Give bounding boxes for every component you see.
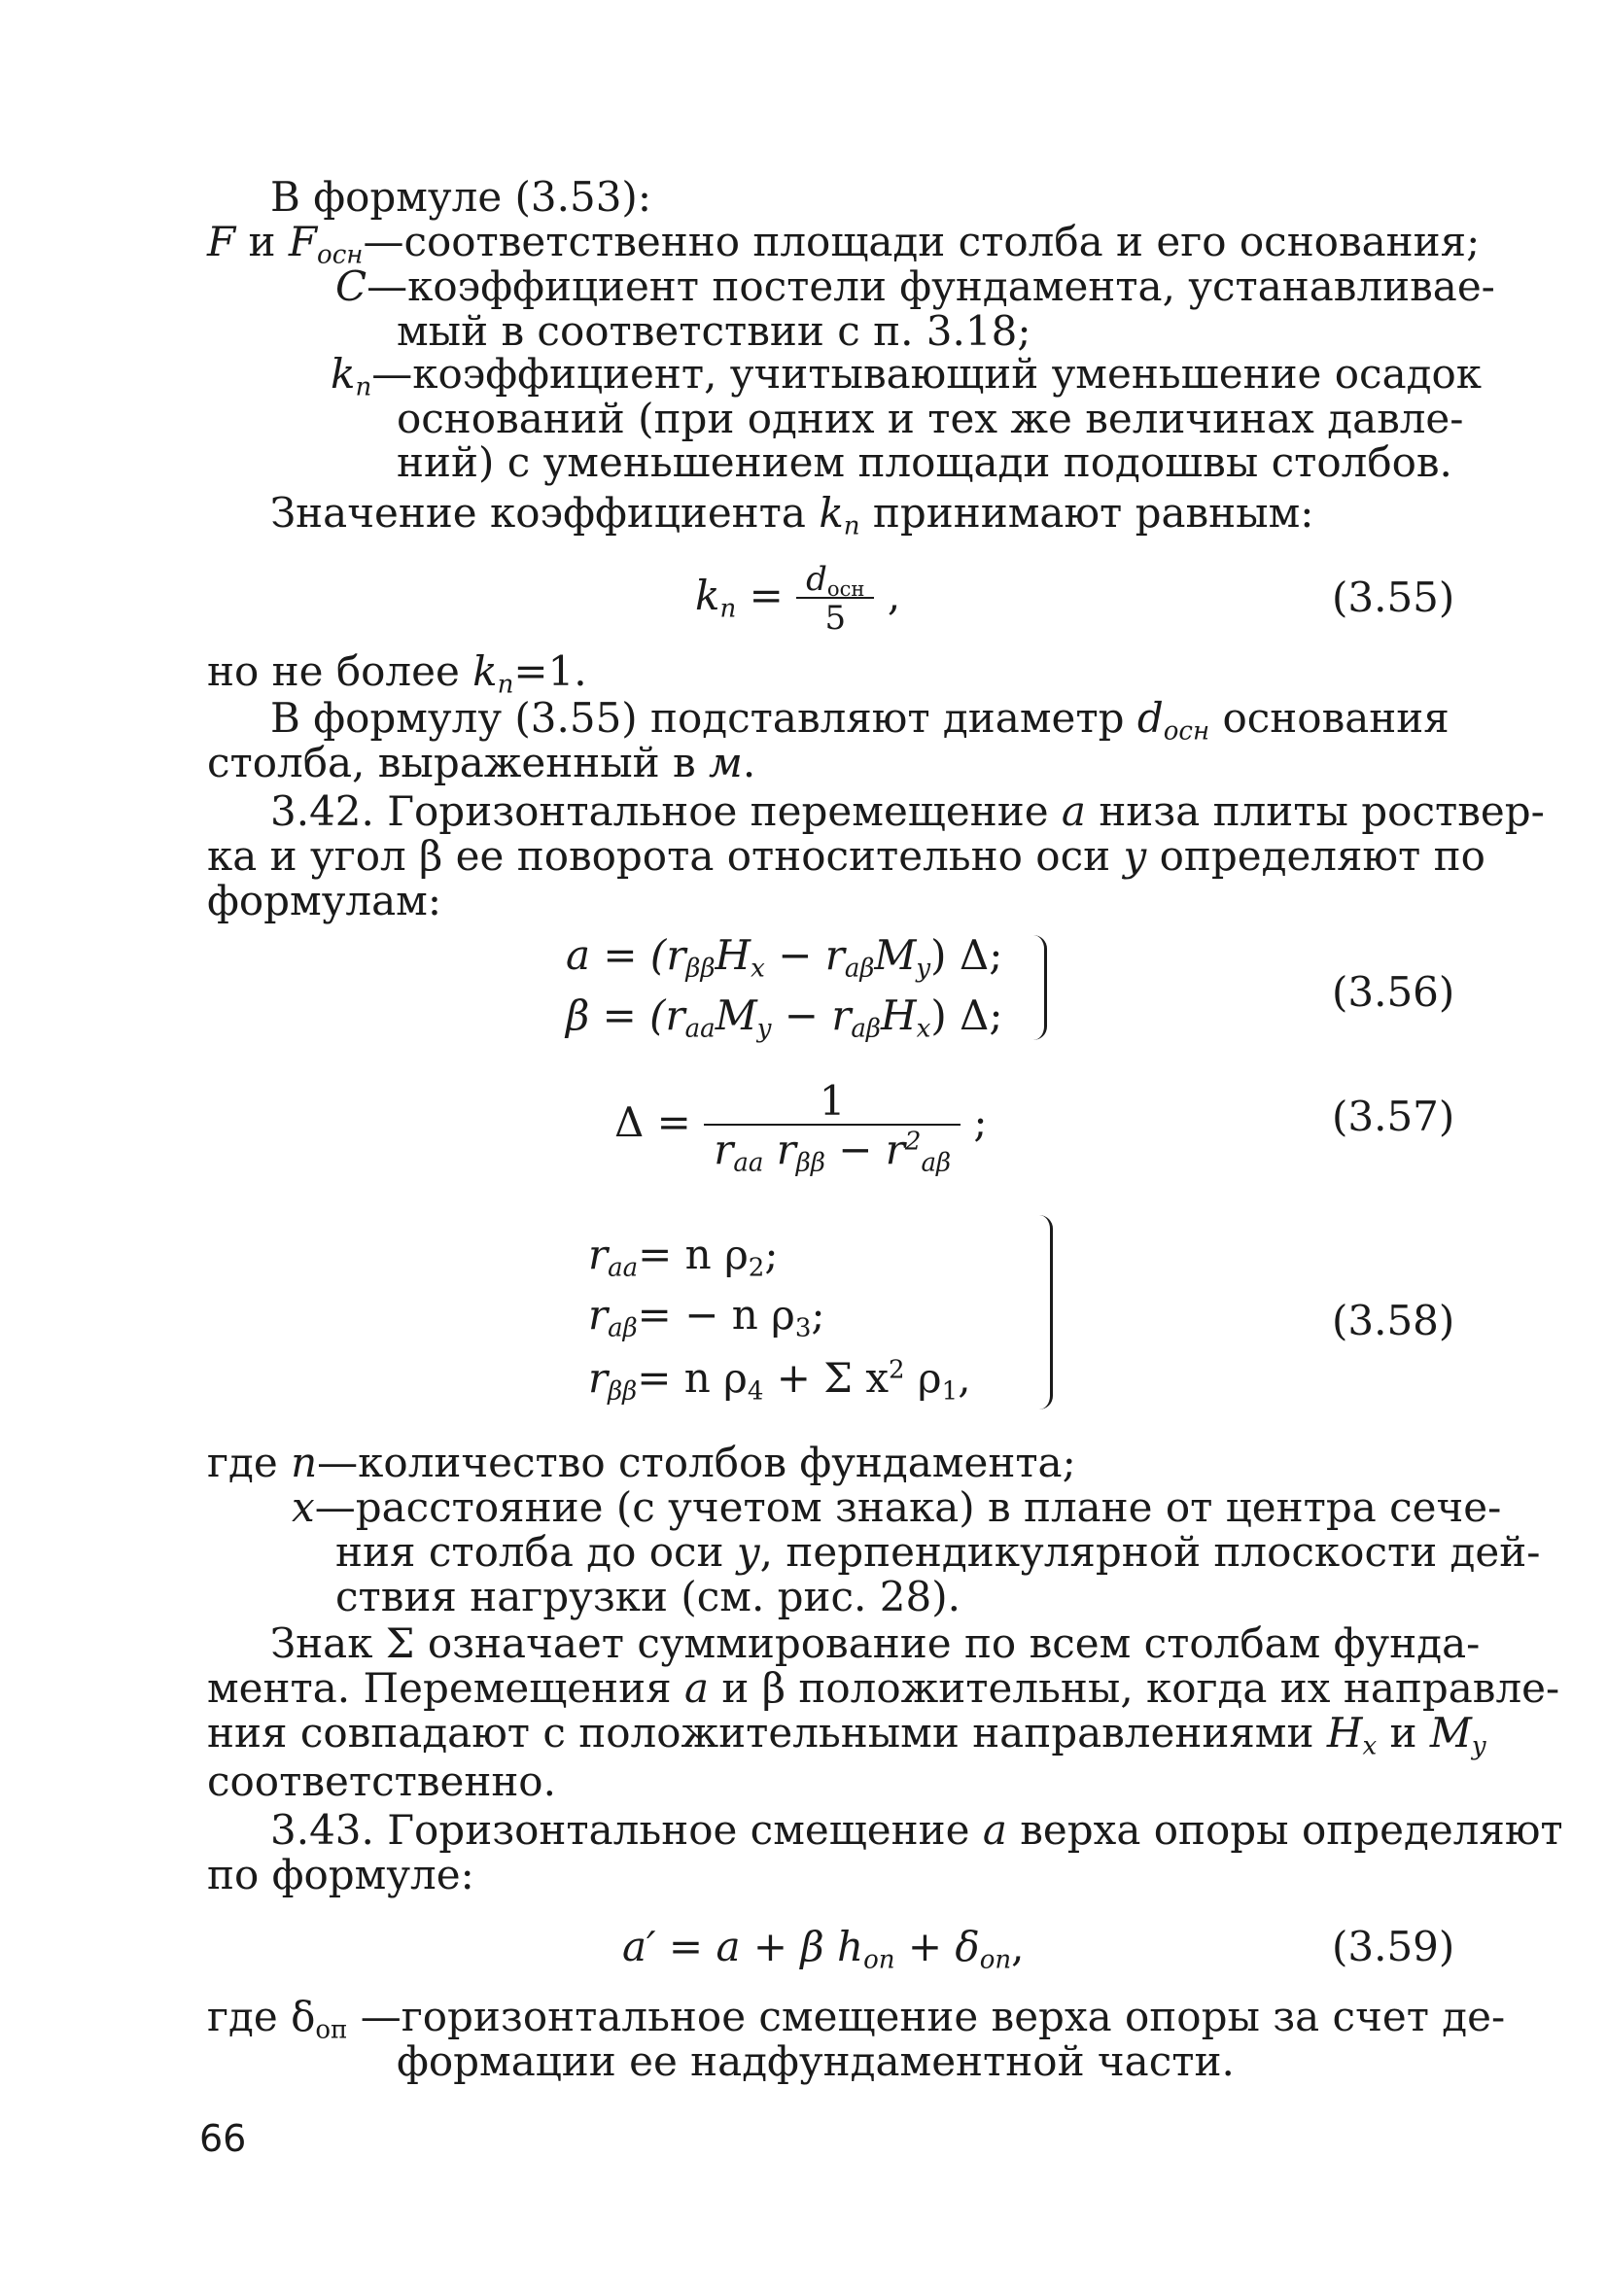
sigma-text3a: ния совпадают с положительными направлениями <box>207 1709 1314 1757</box>
sigma-line4 <box>207 1759 556 1804</box>
p343-text1b: верха опоры определяют <box>1020 1806 1563 1854</box>
eq355-fraction: $\frac{d_{осн}}{5}$ <box>796 562 874 636</box>
where-delta-line2 <box>397 2039 1235 2084</box>
sigma-line2 <box>207 1664 1560 1712</box>
p342-text3: формулам: <box>207 877 441 924</box>
eq356-number: (3.56) <box>1332 968 1455 1016</box>
eq358-line1: $r_{aa}= n$ $\rho_2$; <box>588 1231 779 1283</box>
eq355-equals: = <box>749 572 784 619</box>
sigma-text2a: мента. Перемещения <box>207 1664 672 1712</box>
p342-line2 <box>207 832 1485 880</box>
def-f-and: и <box>248 218 276 265</box>
p343-text2: по формуле: <box>207 1851 474 1898</box>
def-f2-term: $F_{осн}$ <box>288 218 364 270</box>
p343-line1 <box>270 1806 1563 1854</box>
eq357-lhs: Δ = <box>614 1098 691 1146</box>
not-more-k: $k_п$ <box>472 647 514 700</box>
eq359-number: (3.59) <box>1332 1923 1455 1970</box>
def-c-line1 <box>335 262 1495 310</box>
eq355-numerator: d <box>806 560 827 599</box>
where-x-text1: —расстояние (с учетом знака) в плане от центра сече- <box>314 1483 1502 1531</box>
def-k-line3 <box>397 438 1452 486</box>
sigma-hx: $H_x$ <box>1326 1709 1378 1761</box>
p342-line3 <box>207 879 441 923</box>
eq357-semicolon: ; <box>973 1098 988 1146</box>
value-line <box>270 489 1314 541</box>
def-k-text3: ний) с уменьшением площади подошвы столбов. <box>397 438 1452 486</box>
where-n-line <box>207 1441 1076 1485</box>
p342-text1a: 3.42. Горизонтальное перемещение <box>270 787 1049 835</box>
sigma-my: $M_y$ <box>1429 1709 1486 1761</box>
def-c-text1: —коэффициент постели фундамента, устанавливае- <box>367 262 1495 310</box>
where-delta-text2: формации ее надфундаментной части. <box>397 2037 1235 2085</box>
eq357-numerator: 1 <box>819 1077 846 1125</box>
subst-text-b: основания <box>1222 694 1450 742</box>
def-c-line2 <box>397 309 1031 354</box>
where-x-line1 <box>292 1483 1502 1531</box>
eq355-lhs: $k_п$ <box>695 572 737 624</box>
subst-d: $d_{осн}$ <box>1136 694 1210 747</box>
eq356-brace <box>1023 935 1047 1040</box>
where-delta-line1 <box>207 1993 1506 2045</box>
eq359: a′ = a + β $h_{оп} + \delta_{оп}$, <box>622 1923 1025 1975</box>
eq356-line1: $a = (r_{\beta\beta}H_x - r_{a\beta}M_y)$ Δ; <box>566 931 1003 984</box>
eq358-line3: $r_{\beta\beta}= n$ $\rho_4 + \Sigma$ $x^2$ $\rho_1$, <box>588 1354 971 1407</box>
where-n-text: —количество столбов фундамента; <box>317 1439 1076 1486</box>
p342-text2b: определяют по <box>1159 832 1485 880</box>
subst-text-a: В формулу (3.55) подставляют диаметр <box>270 694 1125 742</box>
p343-text1a: 3.43. Горизонтальное смещение <box>270 1806 970 1854</box>
not-more-text: но не более <box>207 647 460 695</box>
subst-line2: столба, выраженный в м. <box>207 739 756 786</box>
def-k-text1: —коэффициент, учитывающий уменьшение осадок <box>371 350 1483 398</box>
where-x-var-y: y <box>736 1528 760 1576</box>
def-f-term: F <box>207 218 236 265</box>
eq357-denominator: $r_{aa}$ $r_{\beta\beta} - r^2_{a\beta}$ <box>704 1124 961 1172</box>
eq358-number: (3.58) <box>1332 1297 1455 1344</box>
def-f-line <box>207 218 1481 270</box>
intro-line <box>270 175 651 220</box>
def-f-text: —соответственно площади столба и его основания; <box>363 218 1481 265</box>
value-text-a: Значение коэффициента <box>270 489 806 537</box>
where-delta-symbol: где $\delta_{оп}$ <box>207 1993 348 2045</box>
sigma-text4: соответственно. <box>207 1757 556 1805</box>
def-k-term: $k_п$ <box>331 350 372 402</box>
equation-3-55 <box>695 562 900 636</box>
subst-line1 <box>270 694 1450 747</box>
where-delta-text1: —горизонтальное смещение верха опоры за счет де- <box>360 1993 1506 2040</box>
eq355-number: (3.55) <box>1332 574 1455 621</box>
p342-text1b: низа плиты роствер- <box>1099 787 1545 835</box>
p342-var-y: y <box>1123 832 1147 880</box>
where-n-label: где <box>207 1439 278 1486</box>
def-k-text2: оснований (при одних и тех же величинах давле- <box>397 395 1464 442</box>
eq358-brace <box>1029 1215 1053 1409</box>
eq355-denominator: 5 <box>796 597 874 636</box>
sigma-line1 <box>270 1619 1481 1667</box>
p342-var-a: a <box>1061 787 1086 835</box>
sigma-var-a: a <box>684 1664 710 1712</box>
sigma-text2b: и β положительны, когда их направле- <box>721 1664 1560 1712</box>
where-x-text3: ствия нагрузки (см. рис. 28). <box>335 1573 961 1620</box>
p342-line1 <box>270 787 1545 835</box>
def-k-line2 <box>397 395 1464 442</box>
p343-var-a: a <box>982 1806 1007 1854</box>
eq356-line2: $\beta = (r_{aa}M_y - r_{a\beta}H_x)$ Δ; <box>566 991 1003 1044</box>
def-c-text2: мый в соответствии с п. 3.18; <box>397 307 1031 355</box>
p343-line2 <box>207 1853 474 1897</box>
sigma-and: и <box>1389 1709 1417 1757</box>
eq357-number: (3.57) <box>1332 1093 1455 1140</box>
subst-line2-unit: м <box>709 739 743 786</box>
intro-text: В формуле (3.53): <box>270 173 651 221</box>
eq357 <box>614 1077 988 1178</box>
not-more-value: =1. <box>513 647 587 695</box>
where-n-var: n <box>291 1439 318 1486</box>
where-x-line2 <box>335 1528 1541 1576</box>
eq358-line2: $r_{a\beta}= - n$ $\rho_3$; <box>588 1291 825 1343</box>
where-x-line3 <box>335 1575 961 1619</box>
not-more-line <box>207 647 587 700</box>
page-number: 66 <box>199 2117 247 2160</box>
value-k: $k_п$ <box>819 489 860 541</box>
where-x-var: x <box>292 1483 315 1531</box>
def-c-term: С <box>335 262 367 310</box>
p342-text2a: ка и угол β ее поворота относительно оси <box>207 832 1111 880</box>
sigma-line3 <box>207 1709 1486 1761</box>
subst-line2-text: столба, выраженный в <box>207 739 696 786</box>
value-text-b: принимают равным: <box>872 489 1314 537</box>
eq355-comma: , <box>887 572 901 619</box>
where-x-text2b: , перпендикулярной плоскости дей- <box>759 1528 1541 1576</box>
eq357-fraction <box>704 1077 961 1178</box>
where-x-text2a: ния столба до оси <box>335 1528 724 1576</box>
sigma-text1: Знак Σ означает суммирование по всем столбам фунда- <box>270 1619 1481 1667</box>
def-k-line1 <box>331 350 1483 402</box>
